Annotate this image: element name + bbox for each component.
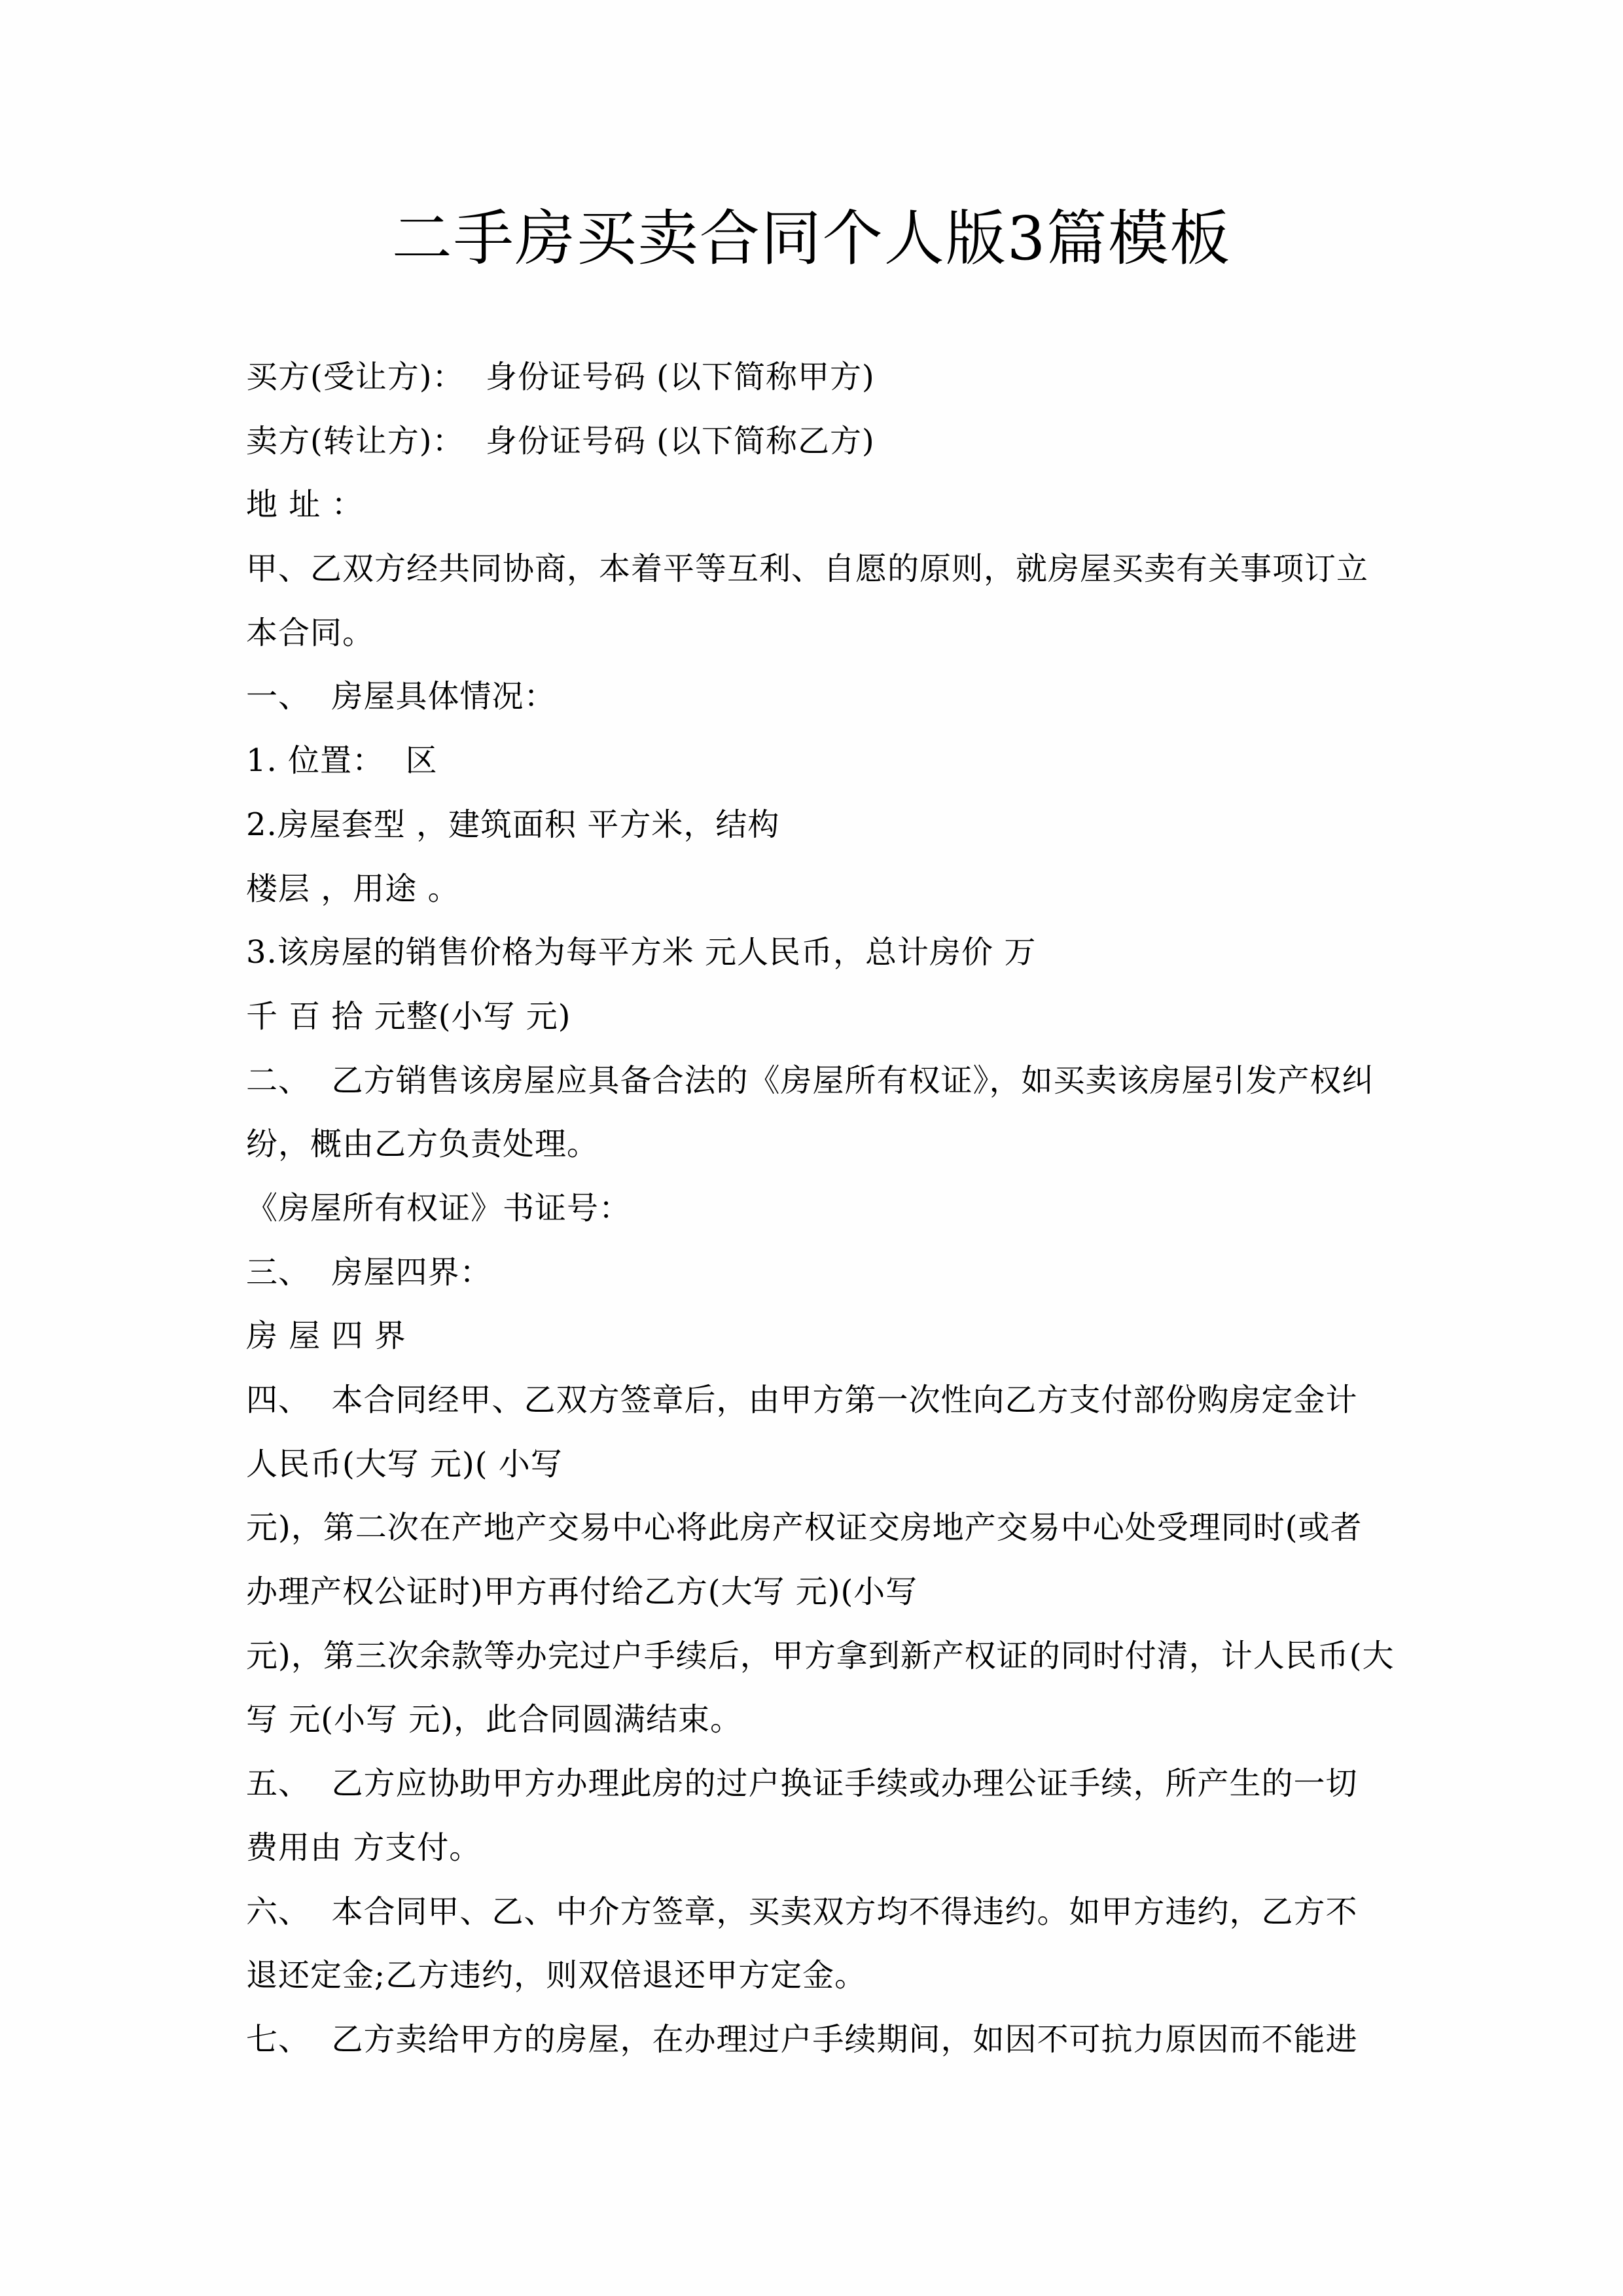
document-body xyxy=(246,346,1395,2072)
clause-line: 费用由 方支付。 xyxy=(246,1829,482,1866)
clause-line: 《房屋所有权证》书证号： xyxy=(246,1189,632,1227)
clause-line: 元)，第二次在产地产交易中心将此房产权证交房地产交易中心处受理同时(或者 xyxy=(246,1509,1363,1547)
preamble-line: 本合同。 xyxy=(246,614,375,651)
clause-line: 办理产权公证时)甲方再付给乙方(大写 元)(小写 xyxy=(246,1573,918,1611)
clause-line: 楼层 ，用途 。 xyxy=(246,870,460,907)
section-heading: 六、 本合同甲、乙、中介方签章，买卖双方均不得违约。如甲方违约，乙方不 xyxy=(246,1893,1358,1930)
section-heading: 四、 本合同经甲、乙双方签章后，由甲方第一次性向乙方支付部份购房定金计 xyxy=(246,1382,1358,1418)
clause-line: 纷，概由乙方负责处理。 xyxy=(246,1126,599,1163)
seller-line: 卖方(转让方)： 身份证号码 (以下简称乙方) xyxy=(246,422,875,459)
clause-line: 千 百 拾 元整(小写 元) xyxy=(246,997,571,1035)
section-heading: 五、 乙方应协助甲方办理此房的过户换证手续或办理公证手续，所产生的一切 xyxy=(246,1765,1358,1803)
clause-line: 元)，第三次余款等办完过户手续后，甲方拿到新产权证的同时付清，计人民币(大 xyxy=(246,1637,1395,1674)
section-heading: 一、 房屋具体情况： xyxy=(246,678,556,715)
preamble-line: 甲、乙双方经共同协商，本着平等互利、自愿的原则，就房屋买卖有关事项订立 xyxy=(246,550,1369,588)
clause-line: 房 屋 四 界 xyxy=(246,1318,406,1355)
document-title: 二手房买卖合同个人版3篇模板 xyxy=(391,204,1232,274)
clause-line: 人民币(大写 元)( 小写 xyxy=(246,1445,563,1482)
clause-line: 退还定金;乙方违约，则双倍退还甲方定金。 xyxy=(246,1957,867,1994)
clause-line: 写 元(小写 元)，此合同圆满结束。 xyxy=(246,1701,742,1738)
address-line: 地 址 ： xyxy=(246,486,364,524)
clause-line: 1. 位置： 区 xyxy=(246,742,438,780)
clause-line: 3.该房屋的销售价格为每平方米 元人民币，总计房价 万 xyxy=(246,934,1037,971)
section-heading: 二、 乙方销售该房屋应具备合法的《房屋所有权证》，如买卖该房屋引发产权纠 xyxy=(246,1062,1374,1099)
buyer-line: 买方(受让方)： 身份证号码 (以下简称甲方) xyxy=(246,359,875,395)
section-heading: 三、 房屋四界： xyxy=(246,1253,492,1291)
section-heading: 七、 乙方卖给甲方的房屋，在办理过户手续期间，如因不可抗力原因而不能进 xyxy=(246,2020,1358,2058)
clause-line: 2.房屋套型 ，建筑面积 平方米，结构 xyxy=(246,806,780,843)
